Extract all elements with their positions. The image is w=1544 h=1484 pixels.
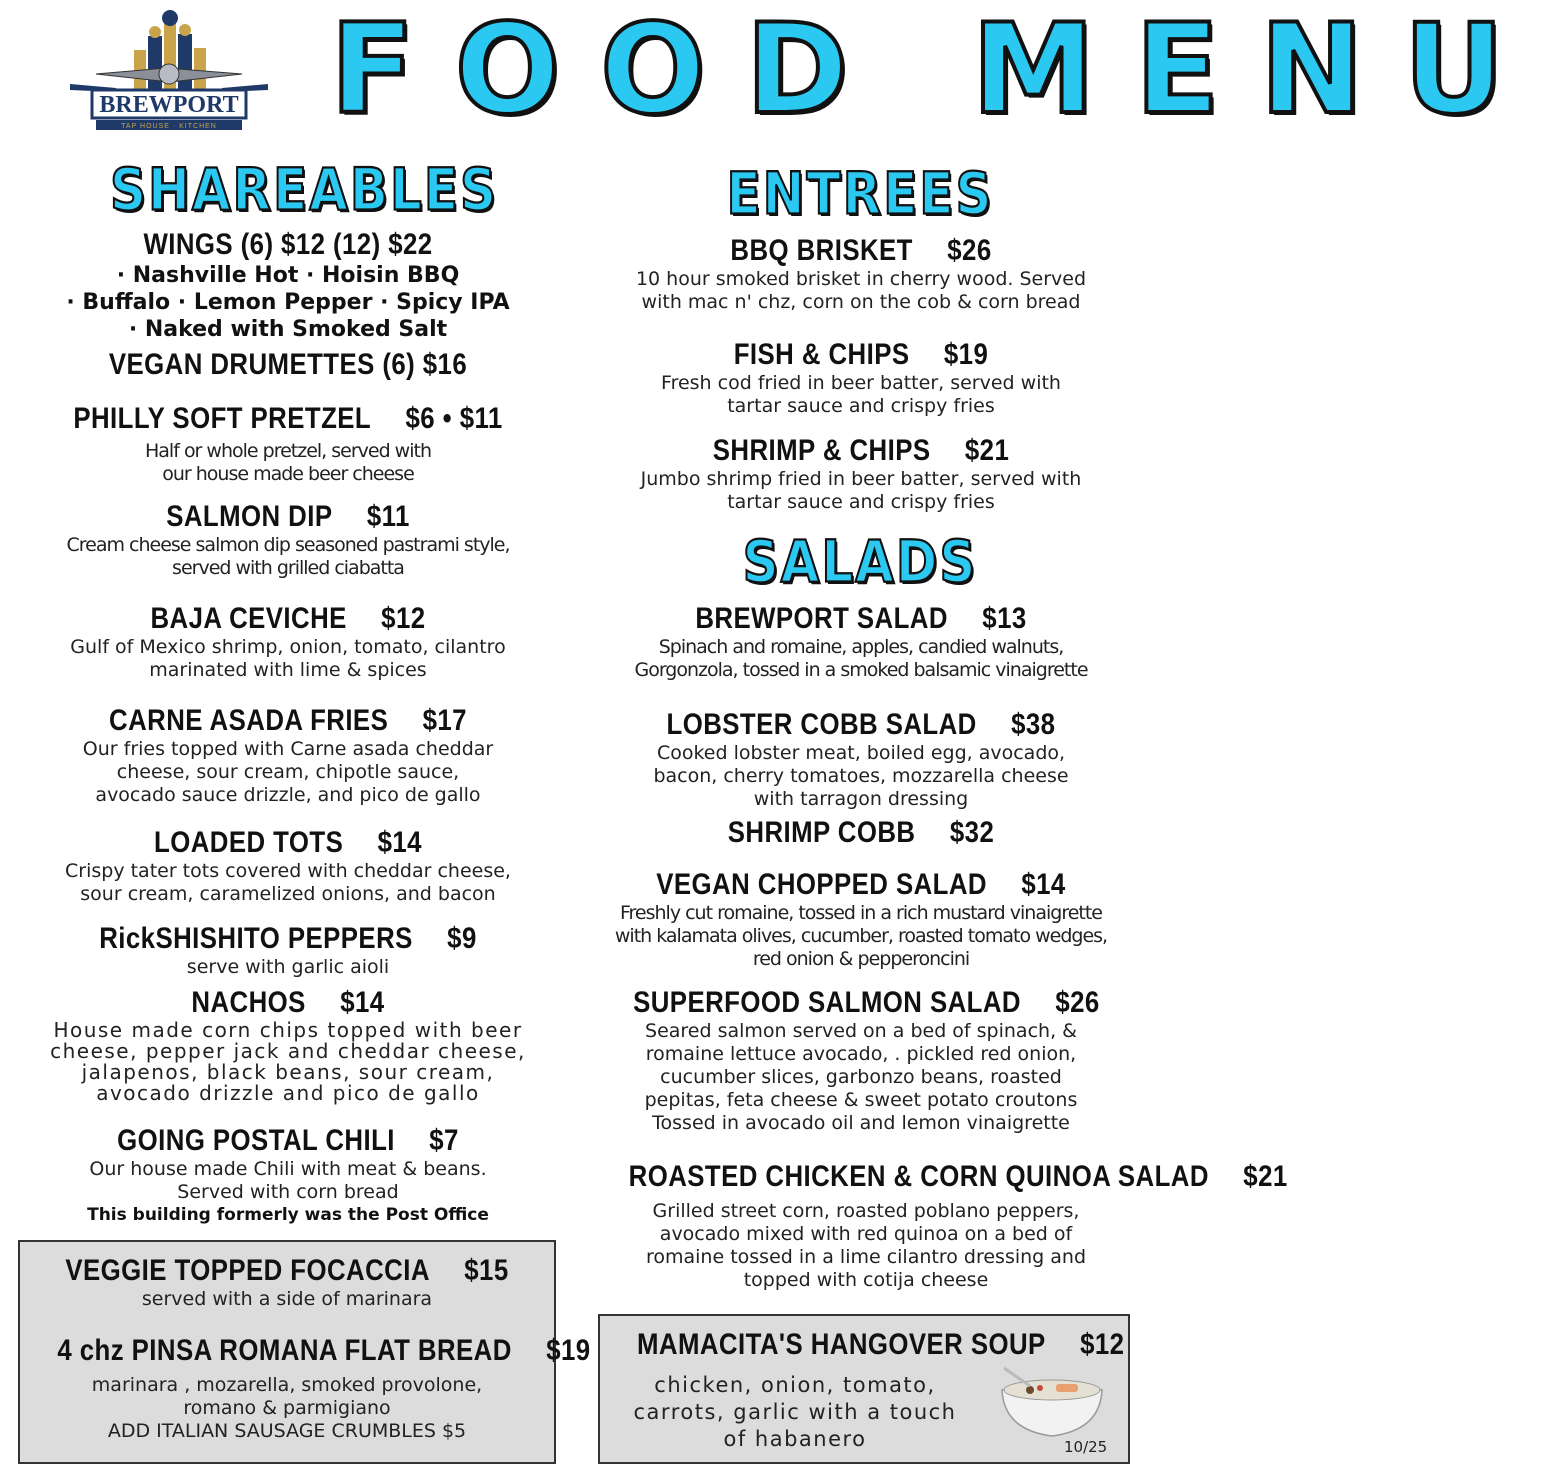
- vegan-salad-desc: Freshly cut romaine, tossed in a rich mustard vinaigrette with kalamata olives, cucumber, roasted tomato wedges, red onion & pepperoncini: [614, 902, 1108, 970]
- menu-date: 10/25: [1064, 1438, 1108, 1456]
- pretzel-price: $6 • $11: [405, 402, 503, 435]
- ceviche-price: $12: [381, 602, 426, 635]
- ceviche-item: [30, 602, 546, 682]
- chicken-quinoa-price: $21: [1243, 1160, 1288, 1193]
- lobster-cobb-desc: Cooked lobster meat, boiled egg, avocado, bacon, cherry tomatoes, mozzarella cheese with tarragon dressing: [653, 742, 1069, 810]
- tots-item: [30, 826, 546, 906]
- wings-flavors-1: · Nashville Hot · Hoisin BBQ: [116, 263, 460, 288]
- chicken-quinoa-desc: Grilled street corn, roasted poblano peppers, avocado mixed with red quinoa on a bed of romaine tossed in a lime cilantro dressing and topped with cotija cheese: [645, 1200, 1087, 1291]
- chili-desc: Our house made Chili with meat & beans. Served with corn bread: [89, 1158, 487, 1203]
- pinsa-item: [20, 1334, 591, 1443]
- lobster-cobb-price: $38: [1011, 708, 1056, 741]
- superfood-salad-desc: Seared salmon served on a bed of spinach, & romaine lettuce avocado, . pickled red onion, cucumber slices, garbonzo beans, roasted pepitas, feta cheese & sweet potato croutons Tossed in avocado oil and lemon vinaigrette: [644, 1020, 1078, 1134]
- vegan-salad-price: $14: [1021, 868, 1066, 901]
- salmon-dip-name: SALMON DIP: [166, 500, 333, 533]
- fish-item: [596, 338, 1126, 418]
- shishito-desc: serve with garlic aioli: [186, 956, 390, 978]
- superfood-salad-price: $26: [1055, 986, 1100, 1019]
- focaccia-item: [20, 1254, 554, 1311]
- tots-price: $14: [377, 826, 422, 859]
- chili-note: This building formerly was the Post Office: [87, 1205, 489, 1225]
- lobster-cobb-item: [596, 708, 1126, 811]
- salmon-dip-item: [30, 500, 546, 580]
- shrimp-cobb-name: SHRIMP COBB: [727, 816, 916, 849]
- page-title: FOOD MENU: [330, 0, 1544, 142]
- wings-name: WINGS (6) $12 (12) $22: [143, 228, 433, 261]
- superfood-salad-item: [596, 986, 1126, 1135]
- salmon-dip-price: $11: [366, 500, 410, 533]
- chicken-quinoa-item: [590, 1160, 1288, 1292]
- fish-desc: Fresh cod fried in beer batter, served with tartar sauce and crispy fries: [661, 372, 1061, 417]
- pinsa-desc: marinara , mozarella, smoked provolone, romano & parmigiano ADD ITALIAN SAUSAGE CRUMBLES $5: [91, 1374, 483, 1442]
- logo-text: BREWPORT: [99, 92, 239, 118]
- carne-fries-price: $17: [422, 704, 467, 737]
- pretzel-desc: Half or whole pretzel, served with our house made beer cheese: [145, 440, 431, 485]
- salmon-dip-desc: Cream cheese salmon dip seasoned pastrami style, served with grilled ciabatta: [66, 534, 510, 579]
- ceviche-desc: Gulf of Mexico shrimp, onion, tomato, cilantro marinated with lime & spices: [70, 636, 506, 681]
- nachos-item: [30, 986, 546, 1104]
- shrimp-chips-name: SHRIMP & CHIPS: [712, 434, 931, 467]
- focaccia-desc: served with a side of marinara: [141, 1288, 433, 1310]
- pinsa-price: $19: [546, 1334, 591, 1367]
- brisket-item: [596, 234, 1126, 314]
- focaccia-name: VEGGIE TOPPED FOCACCIA: [65, 1254, 430, 1287]
- chili-name: GOING POSTAL CHILI: [117, 1124, 395, 1157]
- shrimp-chips-price: $21: [964, 434, 1010, 467]
- tots-desc: Crispy tater tots covered with cheddar cheese, sour cream, caramelized onions, and bacon: [65, 860, 511, 905]
- vegan-salad-item: [596, 868, 1126, 971]
- brewport-logo: [66, 8, 272, 134]
- tots-name: LOADED TOTS: [154, 826, 344, 859]
- vegan-drumettes-name: VEGAN DRUMETTES (6) $16: [108, 348, 468, 381]
- pretzel-name: PHILLY SOFT PRETZEL: [73, 402, 372, 435]
- pretzel-item: [30, 402, 546, 486]
- flatbread-box: [18, 1240, 591, 1464]
- vegan-drumettes-item: [30, 348, 546, 382]
- brisket-desc: 10 hour smoked brisket in cherry wood. Served with mac n' chz, corn on the cob & corn bread: [635, 268, 1087, 313]
- pinsa-name: 4 chz PINSA ROMANA FLAT BREAD: [57, 1334, 512, 1367]
- brisket-name: BBQ BRISKET: [730, 234, 913, 267]
- shareables-heading: SHAREABLES: [110, 156, 499, 224]
- shrimp-cobb-item: [596, 816, 1126, 850]
- vegan-salad-name: VEGAN CHOPPED SALAD: [656, 868, 987, 901]
- shrimp-chips-item: [596, 434, 1126, 514]
- chili-item: [30, 1124, 546, 1226]
- fish-name: FISH & CHIPS: [733, 338, 910, 371]
- chicken-quinoa-name: ROASTED CHICKEN & CORN QUINOA SALAD: [628, 1160, 1209, 1193]
- logo-subtext: TAP HOUSE · KITCHEN: [121, 123, 217, 130]
- brewport-salad-item: [596, 602, 1126, 682]
- shishito-price: $9: [447, 922, 477, 955]
- shishito-item: [30, 922, 546, 979]
- salads-heading: SALADS: [742, 528, 978, 596]
- brewport-salad-name: BREWPORT SALAD: [695, 602, 948, 635]
- nachos-name: NACHOS: [191, 986, 306, 1019]
- fish-price: $19: [943, 338, 989, 371]
- brewport-salad-desc: Spinach and romaine, apples, candied walnuts, Gorgonzola, tossed in a smoked balsamic vinaigrette: [634, 636, 1088, 681]
- shrimp-chips-desc: Jumbo shrimp fried in beer batter, served with tartar sauce and crispy fries: [640, 468, 1082, 513]
- lobster-cobb-name: LOBSTER COBB SALAD: [666, 708, 977, 741]
- wings-item: [30, 228, 546, 343]
- focaccia-price: $15: [464, 1254, 509, 1287]
- entrees-heading: ENTREES: [726, 160, 994, 228]
- brisket-price: $26: [947, 234, 992, 267]
- chili-price: $7: [429, 1124, 459, 1157]
- nachos-desc: House made corn chips topped with beer cheese, pepper jack and cheddar cheese, jalapenos, black beans, sour cream, avocado drizzle and pico de gallo: [50, 1018, 526, 1105]
- ceviche-name: BAJA CEVICHE: [150, 602, 347, 635]
- wings-flavors-3: · Naked with Smoked Salt: [128, 317, 448, 342]
- soup-bowl-icon: [1000, 1366, 1104, 1438]
- soup-item: [600, 1328, 1128, 1362]
- brewport-salad-price: $13: [982, 602, 1027, 635]
- carne-fries-desc: Our fries topped with Carne asada cheddar cheese, sour cream, chipotle sauce, avocado sauce drizzle, and pico de gallo: [82, 738, 494, 806]
- carne-fries-item: [30, 704, 546, 807]
- nachos-price: $14: [340, 986, 385, 1019]
- carne-fries-name: CARNE ASADA FRIES: [109, 704, 389, 737]
- shishito-name: RickSHISHITO PEPPERS: [99, 922, 413, 955]
- superfood-salad-name: SUPERFOOD SALMON SALAD: [633, 986, 1021, 1019]
- shrimp-cobb-price: $32: [949, 816, 995, 849]
- soup-price: $12: [1080, 1328, 1125, 1361]
- wings-flavors-2: · Buffalo · Lemon Pepper · Spicy IPA: [66, 290, 510, 315]
- soup-name: MAMACITA'S HANGOVER SOUP: [636, 1328, 1046, 1361]
- soup-desc: chicken, onion, tomato, carrots, garlic with a touch of habanero: [633, 1373, 957, 1451]
